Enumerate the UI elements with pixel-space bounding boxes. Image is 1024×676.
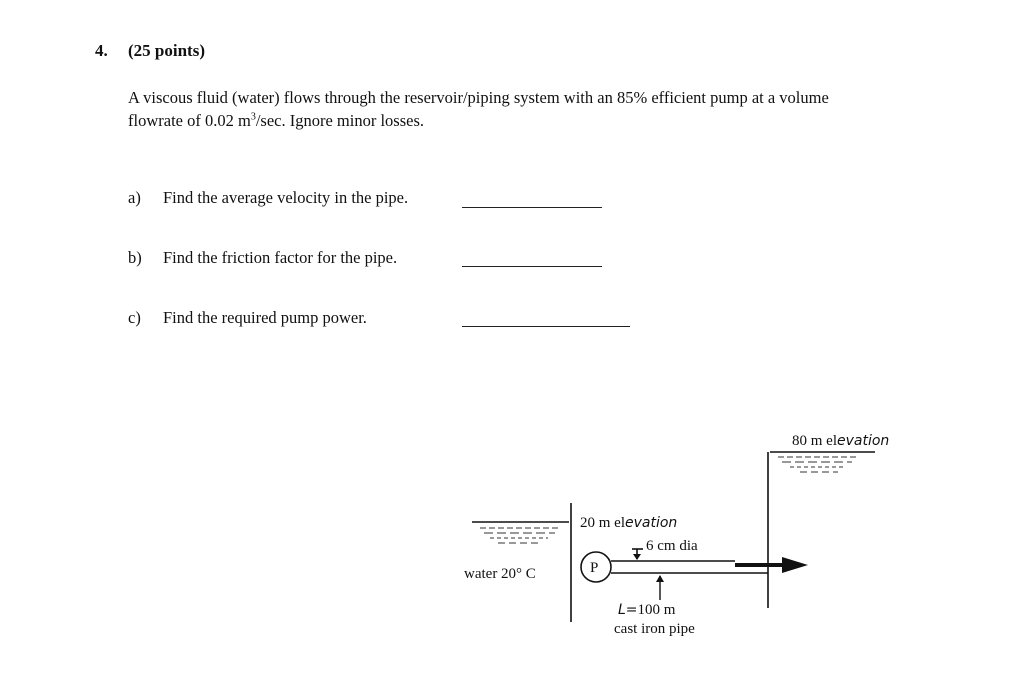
part-b-label: b) xyxy=(128,248,142,267)
part-c-label: c) xyxy=(128,308,141,327)
upper-reservoir xyxy=(768,452,875,608)
diameter-arrow-head xyxy=(633,554,641,560)
intro-flowrate-unit: /sec. Ignore minor losses. xyxy=(255,111,424,130)
part-a-label: a) xyxy=(128,188,141,207)
flow-arrow-head xyxy=(782,557,808,573)
flow-arrow xyxy=(735,557,808,573)
water-label: water 20° C xyxy=(464,566,536,582)
length-arrow-head xyxy=(656,575,664,582)
question-number: 4. xyxy=(95,41,108,60)
intro-line-1: A viscous fluid (water) flows through the reservoir/piping system with an 85% efficient pump at a volume xyxy=(128,88,829,107)
mid-elevation-label: 20 m elevation xyxy=(580,515,678,531)
intro-flowrate: flowrate of 0.02 m xyxy=(128,111,251,130)
pump-label: P xyxy=(590,560,599,576)
pipe-type-label: cast iron pipe xyxy=(614,621,695,637)
diameter-label: 6 cm dia xyxy=(646,538,698,554)
part-c-text: Find the required pump power. xyxy=(163,308,367,327)
part-b-text: Find the friction factor for the pipe. xyxy=(163,248,398,267)
upper-elevation-label: 80 m elevation xyxy=(792,433,890,449)
lower-reservoir xyxy=(472,503,571,622)
part-a-text: Find the average velocity in the pipe. xyxy=(163,188,409,207)
intro-flowrate-exponent: 3 xyxy=(250,111,256,123)
question-points: (25 points) xyxy=(128,41,205,60)
length-label: L=100 m xyxy=(618,602,676,618)
